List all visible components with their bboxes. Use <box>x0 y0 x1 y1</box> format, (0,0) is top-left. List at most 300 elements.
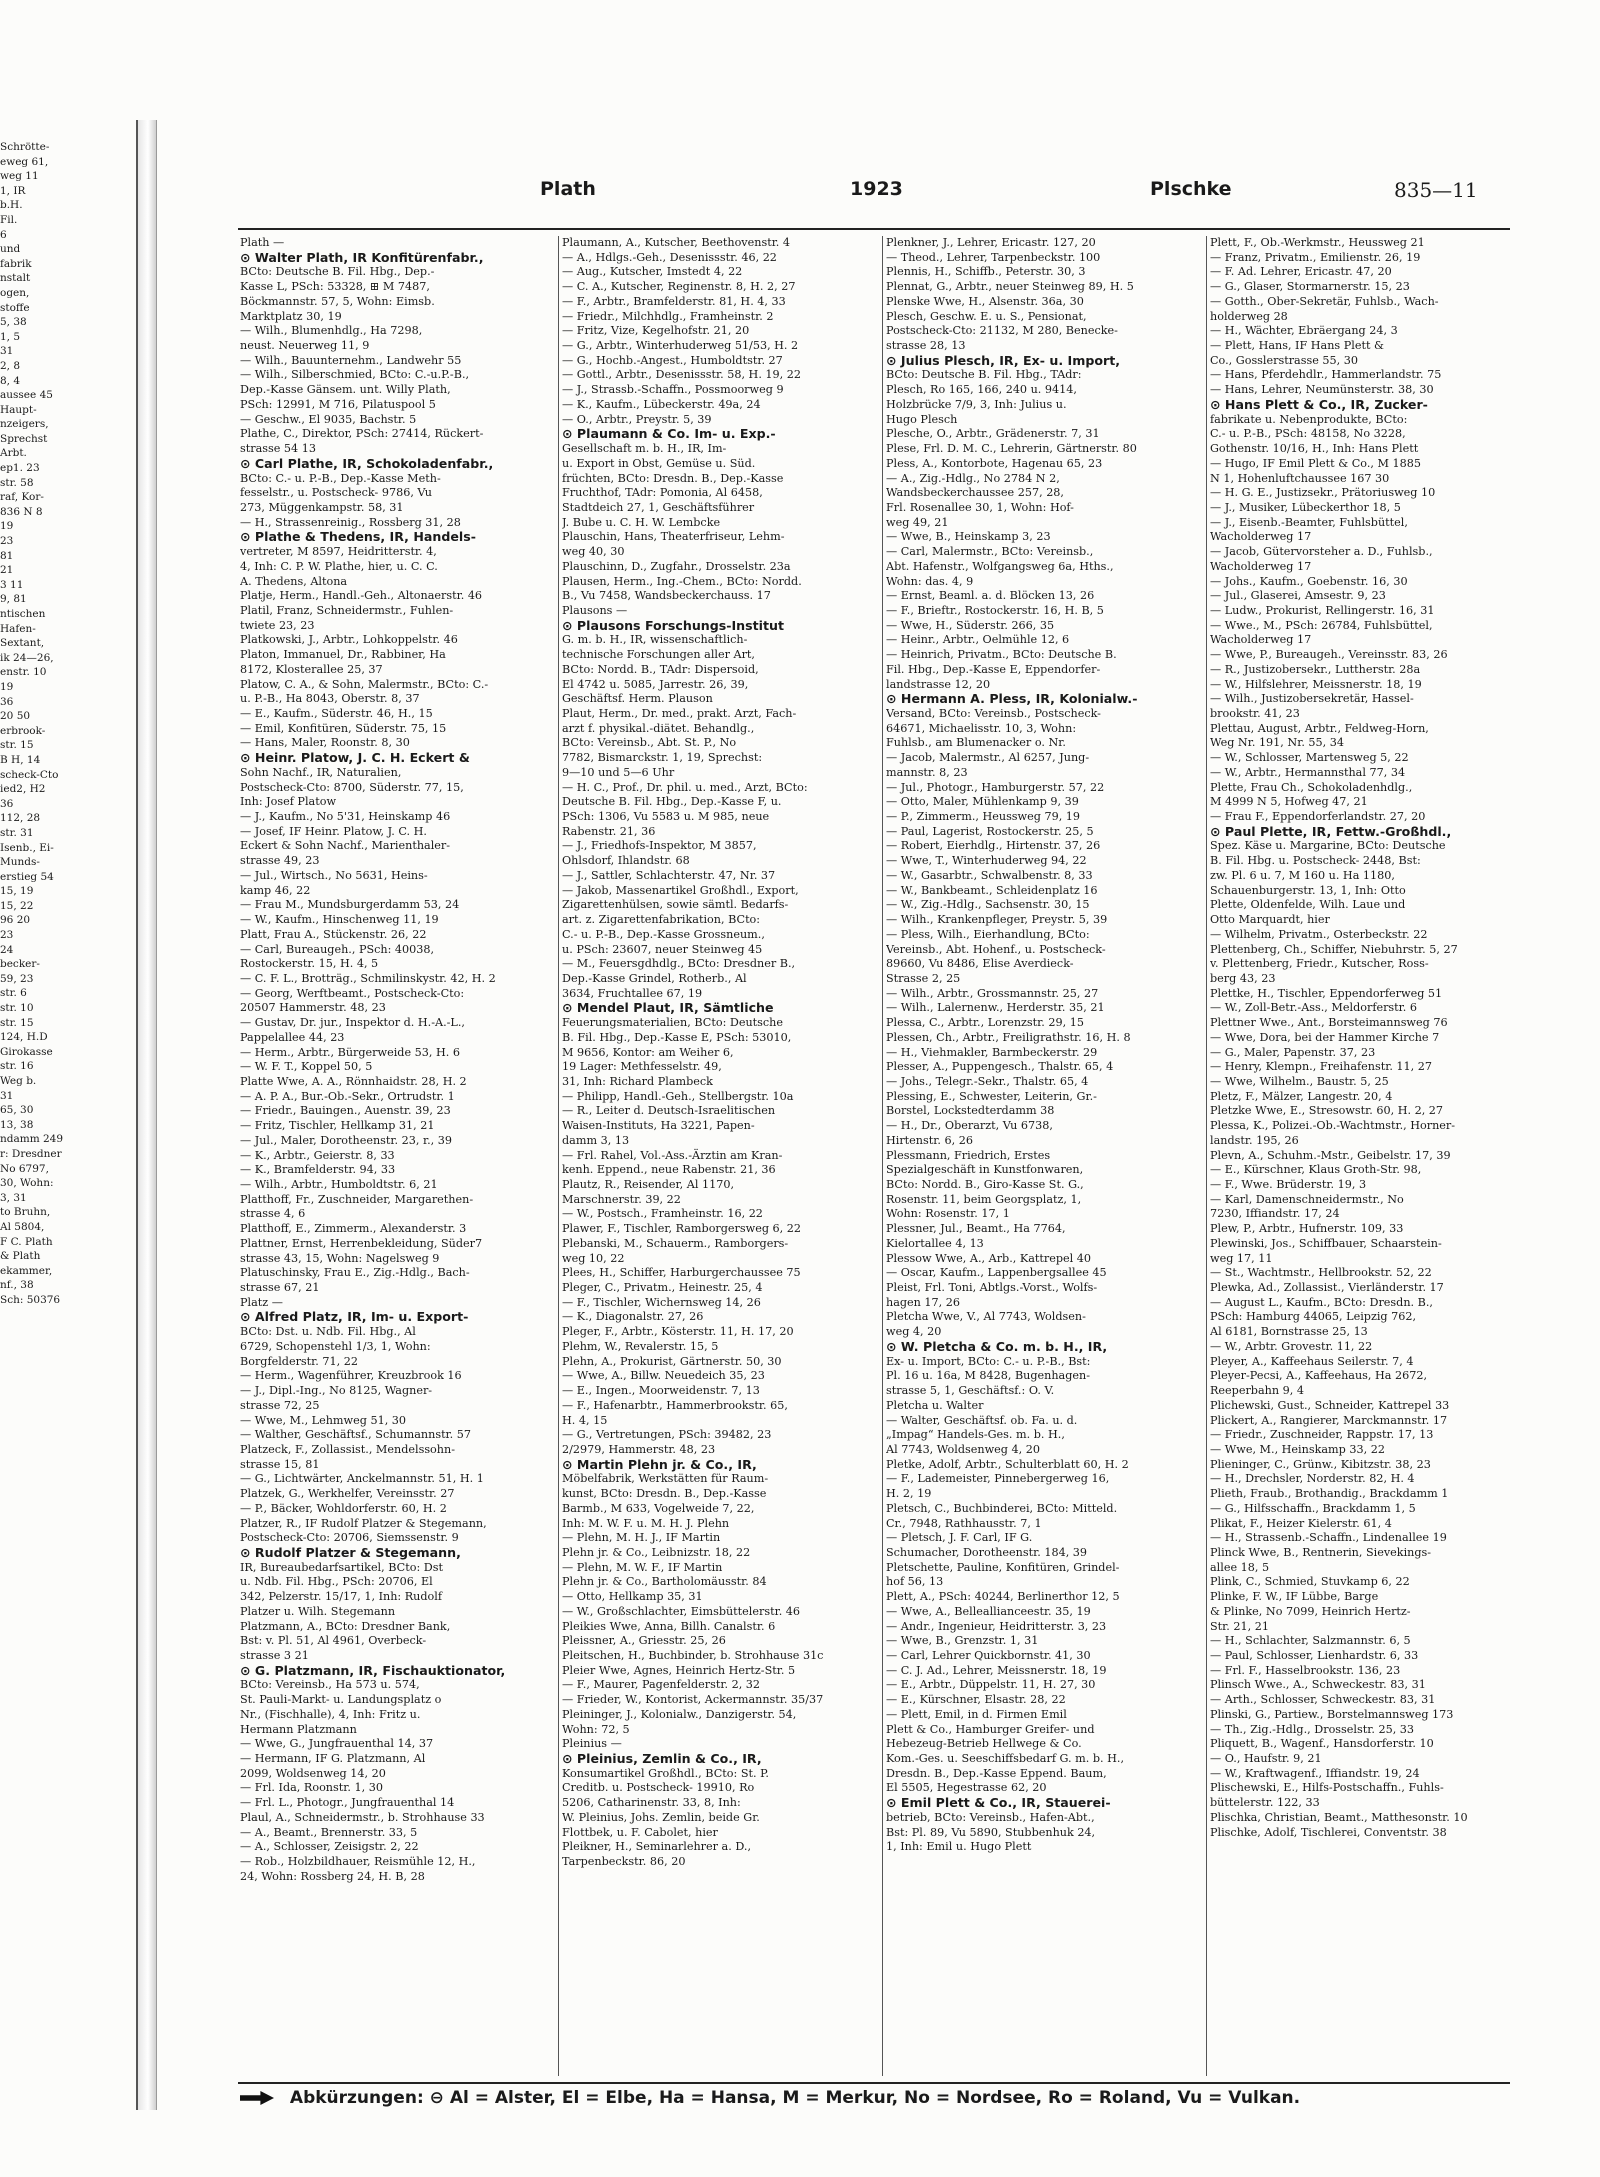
directory-line: 24, Wohn: Rossberg 24, H. B, 28 <box>240 1869 425 1883</box>
directory-line: Inh: M. W. F. u. M. H. J. Plehn <box>562 1516 730 1530</box>
directory-line: Plathe, C., Direktor, PSch: 27414, Rückert- <box>240 427 484 441</box>
directory-line: El 4742 u. 5085, Jarrestr. 26, 39, <box>562 677 749 691</box>
directory-line: weg 17, 11 <box>1210 1251 1273 1265</box>
directory-line: — Pless, Wilh., Eierhandlung, BCto: <box>886 927 1090 941</box>
directory-line: Pleikner, H., Seminarlehrer a. D., <box>562 1840 752 1854</box>
directory-line: u. P.-B., Ha 8043, Oberstr. 8, 37 <box>240 692 420 706</box>
directory-line: — Wwe, A., Billw. Neuedeich 35, 23 <box>562 1369 765 1383</box>
directory-line: Weg b. <box>0 1075 37 1087</box>
directory-line: landstr. 195, 26 <box>1210 1133 1299 1147</box>
directory-line: 30, Wohn: <box>0 1177 54 1190</box>
directory-line: — Jakob, Massenartikel Großhdl., Export, <box>562 883 799 897</box>
directory-line: Marktplatz 30, 19 <box>240 309 342 323</box>
directory-line: Plehm, W., Revalerstr. 15, 5 <box>562 1339 719 1353</box>
directory-line: W. Pleinius, Johs. Zemlin, beide Gr. <box>562 1810 760 1824</box>
directory-line: Plinke, F. W., IF Lübbe, Barge <box>1210 1590 1379 1604</box>
directory-line: Isenb., Ei- <box>0 841 54 854</box>
directory-line: Plettner Wwe., Ant., Borsteimannsweg 76 <box>1210 1016 1448 1030</box>
column-divider <box>882 236 883 2076</box>
directory-line: Co., Gosslerstrasse 55, 30 <box>1210 353 1358 367</box>
directory-line: Plewka, Ad., Zollassist., Vierländerstr. 17 <box>1210 1281 1444 1295</box>
directory-line: — Wwe., M., PSch: 26784, Fuhlsbüttel, <box>1210 618 1433 632</box>
directory-line: Konsumartikel Großhdl., BCto: St. P. <box>562 1766 769 1780</box>
directory-line: früchten, BCto: Dresdn. B., Dep.-Kasse <box>562 471 784 485</box>
directory-line: 1, IR <box>0 184 26 197</box>
directory-line: 31, Inh: Richard Plambeck <box>562 1074 713 1088</box>
directory-line: 6729, Schopenstehl 1/3, 1, Wohn: <box>240 1339 431 1353</box>
directory-line: — Jacob, Gütervorsteher a. D., Fuhlsb., <box>1210 545 1433 559</box>
directory-line: Borgfelderstr. 71, 22 <box>240 1354 358 1368</box>
previous-page-edge <box>0 140 130 2090</box>
directory-line: 2, 8 <box>0 359 21 372</box>
directory-line: nf., 38 <box>0 1279 34 1292</box>
directory-line: Plink, C., Schmied, Stuvkamp 6, 22 <box>1210 1575 1410 1589</box>
directory-line: 836 N 8 <box>0 505 43 518</box>
directory-line: Gesellschaft m. b. H., IR, Im- <box>562 442 727 456</box>
directory-line: Wacholderweg 17 <box>1210 530 1312 544</box>
directory-line: Otto Marquardt, hier <box>1210 913 1330 927</box>
directory-line: betrieb, BCto: Vereinsb., Hafen-Abt., <box>886 1810 1095 1824</box>
directory-line: 15, 22 <box>0 899 34 912</box>
directory-line: Plenkner, J., Lehrer, Ericastr. 127, 20 <box>886 236 1096 249</box>
directory-line: — Ludw., Prokurist, Rellingerstr. 16, 31 <box>1210 603 1435 617</box>
directory-line: — Heinr., Arbtr., Oelmühle 12, 6 <box>886 633 1070 647</box>
directory-line: — Wwe, T., Winterhuderweg 94, 22 <box>886 854 1087 868</box>
directory-line: — W., Kaufm., Hinschenweg 11, 19 <box>240 913 439 927</box>
directory-line: Platuschinsky, Frau E., Zig.-Hdlg., Bach- <box>240 1266 470 1280</box>
directory-line: Plaumann, A., Kutscher, Beethovenstr. 4 <box>562 236 791 249</box>
directory-line: — P., Zimmerm., Heussweg 79, 19 <box>886 810 1081 824</box>
directory-line: Pletzke Wwe, E., Stresowstr. 60, H. 2, 27 <box>1210 1104 1444 1118</box>
directory-line: Plinsch Wwe., A., Schweckestr. 83, 31 <box>1210 1678 1426 1692</box>
directory-line: weg 4, 20 <box>886 1325 942 1339</box>
directory-line: — W., Postsch., Framheinstr. 16, 22 <box>562 1207 763 1221</box>
directory-line: Platkowski, J., Arbtr., Lohkoppelstr. 46 <box>240 633 458 647</box>
directory-line: 8172, Klosterallee 25, 37 <box>240 662 383 676</box>
directory-line: C.- u. P.-B., Dep.-Kasse Grossneum., <box>562 927 765 941</box>
directory-line: — Wilh., Arbtr., Grossmannstr. 25, 27 <box>886 986 1099 1000</box>
directory-line: — Frau M., Mundsburgerdamm 53, 24 <box>240 898 460 912</box>
directory-line: 8, 4 <box>0 374 21 387</box>
column-divider <box>1206 236 1207 2076</box>
directory-line: Wohn: Rosenstr. 17, 1 <box>886 1207 1010 1221</box>
directory-line: — Plett, Emil, in d. Firmen Emil <box>886 1707 1067 1721</box>
directory-line: strasse 54 13 <box>240 442 316 456</box>
directory-line: — Otto, Hellkamp 35, 31 <box>562 1590 703 1604</box>
directory-line: — Carl, Lehrer Quickbornstr. 41, 30 <box>886 1649 1091 1662</box>
directory-line: Plevn, A., Schuhm.-Mstr., Geibelstr. 17, 39 <box>1210 1148 1451 1162</box>
directory-line: — Carl, Bureaugeh., PSch: 40038, <box>240 942 435 956</box>
directory-line: Plieth, Fraub., Brothandig., Brackdamm 1 <box>1210 1487 1449 1501</box>
directory-line: Plehn jr. & Co., Bartholomäusstr. 84 <box>562 1575 767 1589</box>
directory-line: — A., Zig.-Hdlg., No 2784 N 2, <box>886 471 1060 485</box>
directory-line: Plischka, Christian, Beamt., Matthesonstr. 10 <box>1210 1810 1468 1824</box>
directory-line: Plette, Oldenfelde, Wilh. Laue und <box>1210 898 1406 912</box>
directory-line: — K., Bramfelderstr. 94, 33 <box>240 1163 396 1177</box>
directory-line: 1, Inh: Emil u. Hugo Plett <box>886 1840 1032 1854</box>
directory-line: — St., Wachtmstr., Hellbrookstr. 52, 22 <box>1210 1266 1432 1280</box>
directory-line: B H, 14 <box>0 753 41 766</box>
directory-line: — E., Ingen., Moorweidenstr. 7, 13 <box>562 1384 760 1398</box>
directory-line: kamp 46, 22 <box>240 883 311 897</box>
directory-line: ekammer, <box>0 1264 53 1277</box>
directory-line: Plette, Frau Ch., Schokoladenhdlg., <box>1210 780 1413 794</box>
directory-line: twiete 23, 23 <box>240 618 315 632</box>
directory-line: Sch: 50376 <box>0 1293 61 1306</box>
directory-line: BCto: Vereinsb., Ha 573 u. 574, <box>240 1678 420 1692</box>
directory-line: 7230, Iffiandstr. 17, 24 <box>1210 1207 1340 1221</box>
directory-line: Platz — <box>240 1295 283 1309</box>
directory-line: Pliquett, B., Wagenf., Hansdorferstr. 10 <box>1210 1737 1434 1751</box>
directory-line: kenh. Eppend., neue Rabenstr. 21, 36 <box>562 1163 776 1177</box>
directory-line: — J., Friedhofs-Inspektor, M 3857, <box>562 839 757 853</box>
directory-line: — W., Bankbeamt., Schleidenplatz 16 <box>886 883 1098 897</box>
directory-line: Platzek, G., Werkhelfer, Vereinsstr. 27 <box>240 1487 455 1501</box>
directory-line: G. m. b. H., IR, wissenschaftlich- <box>562 633 748 647</box>
directory-line: Cr., 7948, Rathhausstr. 7, 1 <box>886 1516 1042 1530</box>
directory-line: Strasse 2, 25 <box>886 971 961 985</box>
footer-rule <box>238 2082 1510 2084</box>
directory-line: ied2, H2 <box>0 783 46 796</box>
directory-line: — F., Lademeister, Pinnebergerweg 16, <box>886 1472 1110 1486</box>
directory-line: Möbelfabrik, Werkstätten für Raum- <box>562 1472 769 1486</box>
directory-line: hagen 17, 26 <box>886 1295 961 1309</box>
directory-line: — C. J. Ad., Lehrer, Meissnerstr. 18, 19 <box>886 1663 1107 1677</box>
directory-line: — Otto, Maler, Mühlenkamp 9, 39 <box>886 795 1079 809</box>
directory-column-4 <box>1210 236 1520 2078</box>
directory-line: Platt, Frau A., Stückenstr. 26, 22 <box>240 927 427 941</box>
directory-line: — F., Brieftr., Rostockerstr. 16, H. B, 5 <box>886 603 1104 617</box>
directory-line: — G., Maler, Papenstr. 37, 23 <box>1210 1045 1376 1059</box>
directory-line: — W., Zig.-Hdlg., Sachsenstr. 30, 15 <box>886 898 1090 912</box>
directory-line: Girokasse <box>0 1045 53 1058</box>
directory-line: — Wwe, G., Jungfrauenthal 14, 37 <box>240 1737 434 1751</box>
directory-line: strasse 49, 23 <box>240 854 320 868</box>
directory-line: — J., Dipl.-Ing., No 8125, Wagner- <box>240 1384 433 1398</box>
header-last-entry: Plschke <box>1150 178 1232 200</box>
directory-line: — G., Glaser, Stormarnerstr. 15, 23 <box>1210 280 1410 294</box>
directory-line: ndamm 249 <box>0 1133 64 1146</box>
directory-line: Arbt. <box>0 447 27 460</box>
directory-line: ⊙ Mendel Plaut, IR, Sämtliche <box>562 1000 774 1016</box>
directory-line: Plennat, G., Arbtr., neuer Steinweg 89, H. 5 <box>886 280 1134 294</box>
directory-line: Platthoff, E., Zimmerm., Alexanderstr. 3 <box>240 1222 467 1236</box>
directory-line: zw. Pl. 6 u. 7, M 160 u. Ha 1180, <box>1210 868 1395 882</box>
directory-line: PSch: Hamburg 44065, Leipzig 762, <box>1210 1310 1417 1324</box>
directory-line: 5206, Catharinenstr. 33, 8, Inh: <box>562 1796 741 1810</box>
directory-line: Plischewski, E., Hilfs-Postschaffn., Fuhls- <box>1210 1781 1444 1795</box>
directory-line: Plinck Wwe, B., Rentnerin, Sievekings- <box>1210 1545 1432 1559</box>
directory-line: Pletsch, C., Buchbinderei, BCto: Mitteld. <box>886 1501 1118 1515</box>
directory-line: — W., Schlosser, Martensweg 5, 22 <box>1210 751 1409 765</box>
directory-line: — Wilh., Bauunternehm., Landwehr 55 <box>240 353 462 367</box>
directory-line: ⊙ Julius Plesch, IR, Ex- u. Import, <box>886 352 1120 368</box>
directory-line: Sextant, <box>0 637 45 650</box>
directory-line: Abt. Hafenstr., Wolfgangsweg 6a, Hths., <box>886 559 1114 573</box>
directory-line: — Walther, Geschäftsf., Schumannstr. 57 <box>240 1428 472 1442</box>
directory-line: Versand, BCto: Vereinsb., Postscheck- <box>886 707 1101 720</box>
directory-line: Plinski, G., Partiew., Borstelmannsweg 173 <box>1210 1707 1454 1721</box>
directory-line: — Oscar, Kaufm., Lappenbergsallee 45 <box>886 1266 1107 1280</box>
directory-line: b.H. <box>0 199 23 212</box>
directory-line: — Rob., Holzbildhauer, Reismühle 12, H., <box>240 1855 476 1869</box>
directory-line: Plessing, E., Schwester, Leiterin, Gr.- <box>886 1089 1097 1103</box>
directory-line: 2/2979, Hammerstr. 48, 23 <box>562 1442 716 1456</box>
directory-line: 19 <box>0 520 14 533</box>
directory-line: — Wwe, P., Bureaugeh., Vereinsstr. 83, 26 <box>1210 648 1448 662</box>
directory-line: Marschnerstr. 39, 22 <box>562 1192 681 1206</box>
directory-line: ogen, <box>0 286 30 299</box>
directory-line: — K., Diagonalstr. 27, 26 <box>562 1310 704 1324</box>
directory-line: to Bruhn, <box>0 1206 51 1219</box>
directory-line: BCto: Dst. u. Ndb. Fil. Hbg., Al <box>240 1325 416 1339</box>
directory-line: — Wilh., Krankenpfleger, Preystr. 5, 39 <box>886 913 1108 927</box>
directory-line: Plenske Wwe, H., Alsenstr. 36a, 30 <box>886 294 1084 308</box>
directory-line: — Fritz, Vize, Kegelhofstr. 21, 20 <box>562 324 750 338</box>
directory-line: Fil. Hbg., Dep.-Kasse E, Eppendorfer- <box>886 662 1101 676</box>
directory-line: — O., Haufstr. 9, 21 <box>1210 1752 1322 1766</box>
directory-line: Eckert & Sohn Nachf., Marienthaler- <box>240 839 451 853</box>
directory-line: ⊙ G. Platzmann, IR, Fischauktionator, <box>240 1662 506 1678</box>
directory-line: — Wwe, Dora, bei der Hammer Kirche 7 <box>1210 1030 1440 1044</box>
directory-line: 124, H.D <box>0 1031 48 1044</box>
directory-line: weg 10, 22 <box>562 1251 625 1265</box>
directory-line: str. 16 <box>0 1060 34 1073</box>
directory-line: — Paul, Schlosser, Lienhardstr. 6, 33 <box>1210 1649 1419 1662</box>
directory-line: Wacholderweg 17 <box>1210 559 1312 573</box>
directory-line: Barmb., M 633, Vogelweide 7, 22, <box>562 1501 755 1515</box>
directory-line: brookstr. 41, 23 <box>1210 707 1300 720</box>
directory-line: Platte Wwe, A. A., Rönnhaidstr. 28, H. 2 <box>240 1074 467 1088</box>
directory-line: Postscheck-Cto: 21132, M 280, Benecke- <box>886 324 1118 338</box>
directory-line: 7782, Bismarckstr. 1, 19, Sprechst: <box>562 751 763 765</box>
directory-line: — E., Kaufm., Süderstr. 46, H., 15 <box>240 707 433 720</box>
pointing-hand-icon <box>240 2091 274 2105</box>
directory-line: strasse 15, 81 <box>240 1457 320 1471</box>
directory-line: landstrasse 12, 20 <box>886 677 991 691</box>
directory-line: 112, 28 <box>0 812 41 825</box>
directory-line: 4, Inh: C. P. W. Plathe, hier, u. C. C. <box>240 559 438 573</box>
directory-line: — P., Bäcker, Wohldorferstr. 60, H. 2 <box>240 1501 447 1515</box>
directory-line: strasse 67, 21 <box>240 1281 320 1295</box>
directory-line: — Frl. F., Hasselbrookstr. 136, 23 <box>1210 1663 1401 1677</box>
directory-line: Pleitschen, H., Buchbinder, b. Strohhause 31c <box>562 1649 824 1662</box>
directory-line: — Arth., Schlosser, Schweckestr. 83, 31 <box>1210 1693 1436 1707</box>
directory-line: neust. Neuerweg 11, 9 <box>240 339 370 353</box>
directory-line: — K., Kaufm., Lübeckerstr. 49a, 24 <box>562 397 761 411</box>
directory-line: Al 5804, <box>0 1220 45 1233</box>
directory-line: — Jul., Wirtsch., No 5631, Heins- <box>240 868 428 882</box>
directory-line: — W. F. T., Koppel 50, 5 <box>240 1060 373 1074</box>
directory-line: Pleyer-Pecsi, A., Kaffeehaus, Ha 2672, <box>1210 1369 1428 1383</box>
directory-line: ⊙ W. Pletcha & Co. m. b. H., IR, <box>886 1338 1108 1354</box>
directory-line: 24 <box>0 943 14 956</box>
directory-line: 31 <box>0 345 14 358</box>
directory-line: BCto: Vereinsb., Abt. St. P., No <box>562 736 737 750</box>
directory-line: allee 18, 5 <box>1210 1560 1270 1574</box>
directory-line: — Jul., Maler, Dorotheenstr. 23, r., 39 <box>240 1133 453 1147</box>
directory-line: ⊙ Plathe & Thedens, IR, Handels- <box>240 529 476 545</box>
directory-line: — H., Schlachter, Salzmannstr. 6, 5 <box>1210 1634 1411 1648</box>
directory-line: strasse 72, 25 <box>240 1398 320 1412</box>
directory-column-2 <box>562 236 880 2078</box>
directory-line: Kasse L, PSch: 53328, ⊞ M 7487, <box>240 280 430 294</box>
directory-line: — Jul., Glaserei, Amsestr. 9, 23 <box>1210 589 1386 603</box>
directory-line: Plausen, Herm., Ing.-Chem., BCto: Nordd. <box>562 574 802 588</box>
directory-line: — F., Tischler, Wichernsweg 14, 26 <box>562 1295 761 1309</box>
directory-line: str. 58 <box>0 476 34 489</box>
directory-line: vertreter, M 8597, Heidritterstr. 4, <box>240 545 437 559</box>
directory-line: Pleinius — <box>562 1737 622 1751</box>
directory-line: Plees, H., Schiffer, Harburgerchaussee 75 <box>562 1266 801 1280</box>
directory-line: Plettenberg, Ch., Schiffer, Niebuhrstr. 5, 27 <box>1210 942 1458 956</box>
directory-line: — Friedr., Zuschneider, Rappstr. 17, 13 <box>1210 1428 1434 1442</box>
directory-line: — Friedr., Bauingen., Auenstr. 39, 23 <box>240 1104 451 1118</box>
directory-line: Sohn Nachf., IR, Naturalien, <box>240 765 402 779</box>
directory-line: 21 <box>0 564 14 577</box>
directory-line: IR, Bureaubedarfsartikel, BCto: Dst <box>240 1560 444 1574</box>
directory-line: — H., Wächter, Ebräergang 24, 3 <box>1210 324 1398 338</box>
book-spine <box>136 120 157 2110</box>
directory-line: ⊙ Paul Plette, IR, Fettw.-Großhdl., <box>1210 823 1452 839</box>
directory-line: — F., Arbtr., Bramfelderstr. 81, H. 4, 33 <box>562 294 786 308</box>
directory-line: — Andr., Ingenieur, Heidritterstr. 3, 23 <box>886 1619 1107 1633</box>
directory-line: Rabenstr. 21, 36 <box>562 824 656 838</box>
directory-line: 31 <box>0 1089 14 1102</box>
directory-line: — Walter, Geschäftsf. ob. Fa. u. d. <box>886 1413 1078 1427</box>
directory-line: Plikat, F., Heizer Kielerstr. 61, 4 <box>1210 1516 1392 1530</box>
directory-line: Hermann Platzmann <box>240 1722 357 1736</box>
directory-line: — Wwe, B., Heinskamp 3, 23 <box>886 530 1051 544</box>
directory-line: Plessa, C., Arbtr., Lorenzstr. 29, 15 <box>886 1016 1084 1030</box>
directory-line: — Aug., Kutscher, Imstedt 4, 22 <box>562 265 743 279</box>
directory-line: — Plehn, M. H. J., IF Martin <box>562 1531 721 1545</box>
directory-line: Pappelallee 44, 23 <box>240 1030 345 1044</box>
directory-line: und <box>0 243 21 256</box>
directory-line: str. 10 <box>0 1002 34 1015</box>
directory-line: — W., Hilfslehrer, Meissnerstr. 18, 19 <box>1210 677 1422 691</box>
directory-line: ⊙ Alfred Platz, IR, Im- u. Export- <box>240 1309 469 1325</box>
directory-line: B., Vu 7458, Wandsbeckerchauss. 17 <box>562 589 771 603</box>
directory-line: — Jacob, Malermstr., Al 6257, Jung- <box>886 751 1090 765</box>
directory-line: El 5505, Hegestrasse 62, 20 <box>886 1781 1047 1795</box>
directory-line: Pletke, Adolf, Arbtr., Schulterblatt 60, H. 2 <box>886 1457 1129 1471</box>
directory-line: 19 <box>0 680 14 693</box>
directory-line: Kom.-Ges. u. Seeschiffsbedarf G. m. b. H., <box>886 1752 1125 1766</box>
directory-line: C.- u. P.-B., PSch: 48158, No 3228, <box>1210 427 1406 441</box>
directory-line: No 6797, <box>0 1162 49 1175</box>
directory-line: weg 40, 30 <box>562 545 625 559</box>
directory-line: 36 <box>0 797 14 810</box>
directory-line: 2099, Woldsenweg 14, 20 <box>240 1766 386 1780</box>
directory-line: Plischke, Adolf, Tischlerei, Conventstr. 38 <box>1210 1825 1447 1839</box>
directory-line: ⊙ Plausons Forschungs-Institut <box>562 617 784 633</box>
directory-line: — Wilh., Lalernenw., Herderstr. 35, 21 <box>886 1001 1105 1015</box>
directory-line: Platzmann, A., BCto: Dresdner Bank, <box>240 1619 451 1633</box>
abbreviations-footer <box>240 2088 1540 2118</box>
directory-line: — Philipp, Handl.-Geh., Stellbergstr. 10a <box>562 1089 794 1103</box>
directory-line: — K., Arbtr., Geierstr. 8, 33 <box>240 1148 395 1162</box>
directory-line: Plennis, H., Schiffb., Peterstr. 30, 3 <box>886 265 1086 279</box>
directory-line: str. 6 <box>0 987 27 1000</box>
directory-line: u. PSch: 23607, neuer Steinweg 45 <box>562 942 763 956</box>
directory-line: damm 3, 13 <box>562 1133 630 1147</box>
directory-column-3 <box>886 236 1204 2078</box>
directory-line: Borstel, Lockstedterdamm 38 <box>886 1104 1055 1118</box>
directory-line: Plehn jr. & Co., Leibnizstr. 18, 22 <box>562 1545 751 1559</box>
directory-line: Deutsche B. Fil. Hbg., Dep.-Kasse F, u. <box>562 795 782 809</box>
directory-line: Plettke, H., Tischler, Eppendorferweg 51 <box>1210 986 1443 1000</box>
directory-line: weg 49, 21 <box>886 515 949 529</box>
directory-line: & Plinke, No 7099, Heinrich Hertz- <box>1210 1604 1411 1618</box>
directory-line: — Carl, Malermstr., BCto: Vereinsb., <box>886 545 1094 559</box>
directory-line: Weg Nr. 191, Nr. 55, 34 <box>1210 736 1345 750</box>
directory-line: ⊙ Emil Plett & Co., IR, Stauerei- <box>886 1795 1111 1811</box>
directory-line: — Emil, Konfitüren, Süderstr. 75, 15 <box>240 721 447 735</box>
directory-line: & Plath <box>0 1250 41 1263</box>
directory-line: Plattner, Ernst, Herrenbekleidung, Süder7 <box>240 1236 483 1250</box>
directory-line: Wohn: 72, 5 <box>562 1722 630 1736</box>
directory-line: Ohlsdorf, Ihlandstr. 68 <box>562 854 690 868</box>
directory-line: Creditb. u. Postscheck- 19910, Ro <box>562 1781 755 1795</box>
directory-line: Plesch, Geschw. E. u. S., Pensionat, <box>886 309 1087 323</box>
directory-line: — F., Hafenarbtr., Hammerbrookstr. 65, <box>562 1398 788 1412</box>
directory-line: Kielortallee 4, 13 <box>886 1236 984 1250</box>
directory-line: St. Pauli-Markt- u. Landungsplatz o <box>240 1693 442 1707</box>
directory-line: 89660, Vu 8486, Elise Averdieck- <box>886 957 1074 971</box>
directory-line: Plebanski, M., Schauerm., Ramborgers- <box>562 1236 789 1250</box>
directory-line: 36 <box>0 695 14 708</box>
directory-line: Hirtenstr. 6, 26 <box>886 1133 973 1147</box>
directory-line: Pletz, F., Mälzer, Langestr. 20, 4 <box>1210 1089 1393 1103</box>
directory-line: — Gotth., Ober-Sekretär, Fuhlsb., Wach- <box>1210 294 1439 308</box>
directory-line: Platthoff, Fr., Zuschneider, Margarethen- <box>240 1192 474 1206</box>
directory-line: Plichewski, Gust., Schneider, Kattrepel 33 <box>1210 1398 1450 1412</box>
directory-line: Wacholderweg 17 <box>1210 633 1312 647</box>
directory-line: 3 11 <box>0 578 24 591</box>
directory-line: N 1, Hohenluftchaussee 167 30 <box>1210 471 1390 485</box>
directory-line: strasse 4, 6 <box>240 1207 306 1221</box>
directory-line: Plawer, F., Tischler, Ramborgersweg 6, 22 <box>562 1222 802 1236</box>
directory-line: Plettau, August, Arbtr., Feldweg-Horn, <box>1210 721 1429 735</box>
directory-line: H. 4, 15 <box>562 1413 608 1427</box>
directory-line: — W., Zoll-Betr.-Ass., Meldorferstr. 6 <box>1210 1001 1418 1015</box>
directory-line: Plese, Frl. D. M. C., Lehrerin, Gärtnerstr. 80 <box>886 442 1137 456</box>
directory-line: ⊙ Martin Plehn jr. & Co., IR, <box>562 1456 757 1472</box>
directory-line: Pletschette, Pauline, Konfitüren, Grindel- <box>886 1560 1120 1574</box>
directory-line: fabrik <box>0 257 32 270</box>
directory-line: Dresdn. B., Dep.-Kasse Eppend. Baum, <box>886 1766 1107 1780</box>
directory-line: — H., Viehmakler, Barmbeckerstr. 29 <box>886 1045 1098 1059</box>
directory-line: enstr. 10 <box>0 666 47 679</box>
directory-line: Rosenstr. 11, beim Georgsplatz, 1, <box>886 1192 1082 1206</box>
directory-line: eweg 61, <box>0 155 49 168</box>
directory-line: — Frl. L., Photogr., Jungfrauenthal 14 <box>240 1796 455 1810</box>
directory-line: Rostockerstr. 15, H. 4, 5 <box>240 957 379 971</box>
directory-line: 59, 23 <box>0 972 34 985</box>
directory-line: Geschäftsf. Herm. Plauson <box>562 692 713 706</box>
directory-line: — Gottl., Arbtr., Desenissstr. 58, H. 19, 22 <box>562 368 802 382</box>
directory-line: — H., Drechsler, Norderstr. 82, H. 4 <box>1210 1472 1415 1486</box>
directory-line: Pleist, Frl. Toni, Abtlgs.-Vorst., Wolfs- <box>886 1281 1098 1295</box>
directory-line: Waisen-Instituts, Ha 3221, Papen- <box>562 1119 755 1133</box>
directory-line: Fuhlsb., am Blumenacker o. Nr. <box>886 736 1066 750</box>
directory-line: Platzer, R., IF Rudolf Platzer & Stegemann, <box>240 1516 487 1530</box>
directory-line: — Wwe, M., Lehmweg 51, 30 <box>240 1413 407 1427</box>
directory-line: — Wwe, M., Heinskamp 33, 22 <box>1210 1442 1385 1456</box>
directory-line: strasse 28, 13 <box>886 339 966 353</box>
directory-line: Al 6181, Bornstrasse 25, 13 <box>1210 1325 1368 1339</box>
